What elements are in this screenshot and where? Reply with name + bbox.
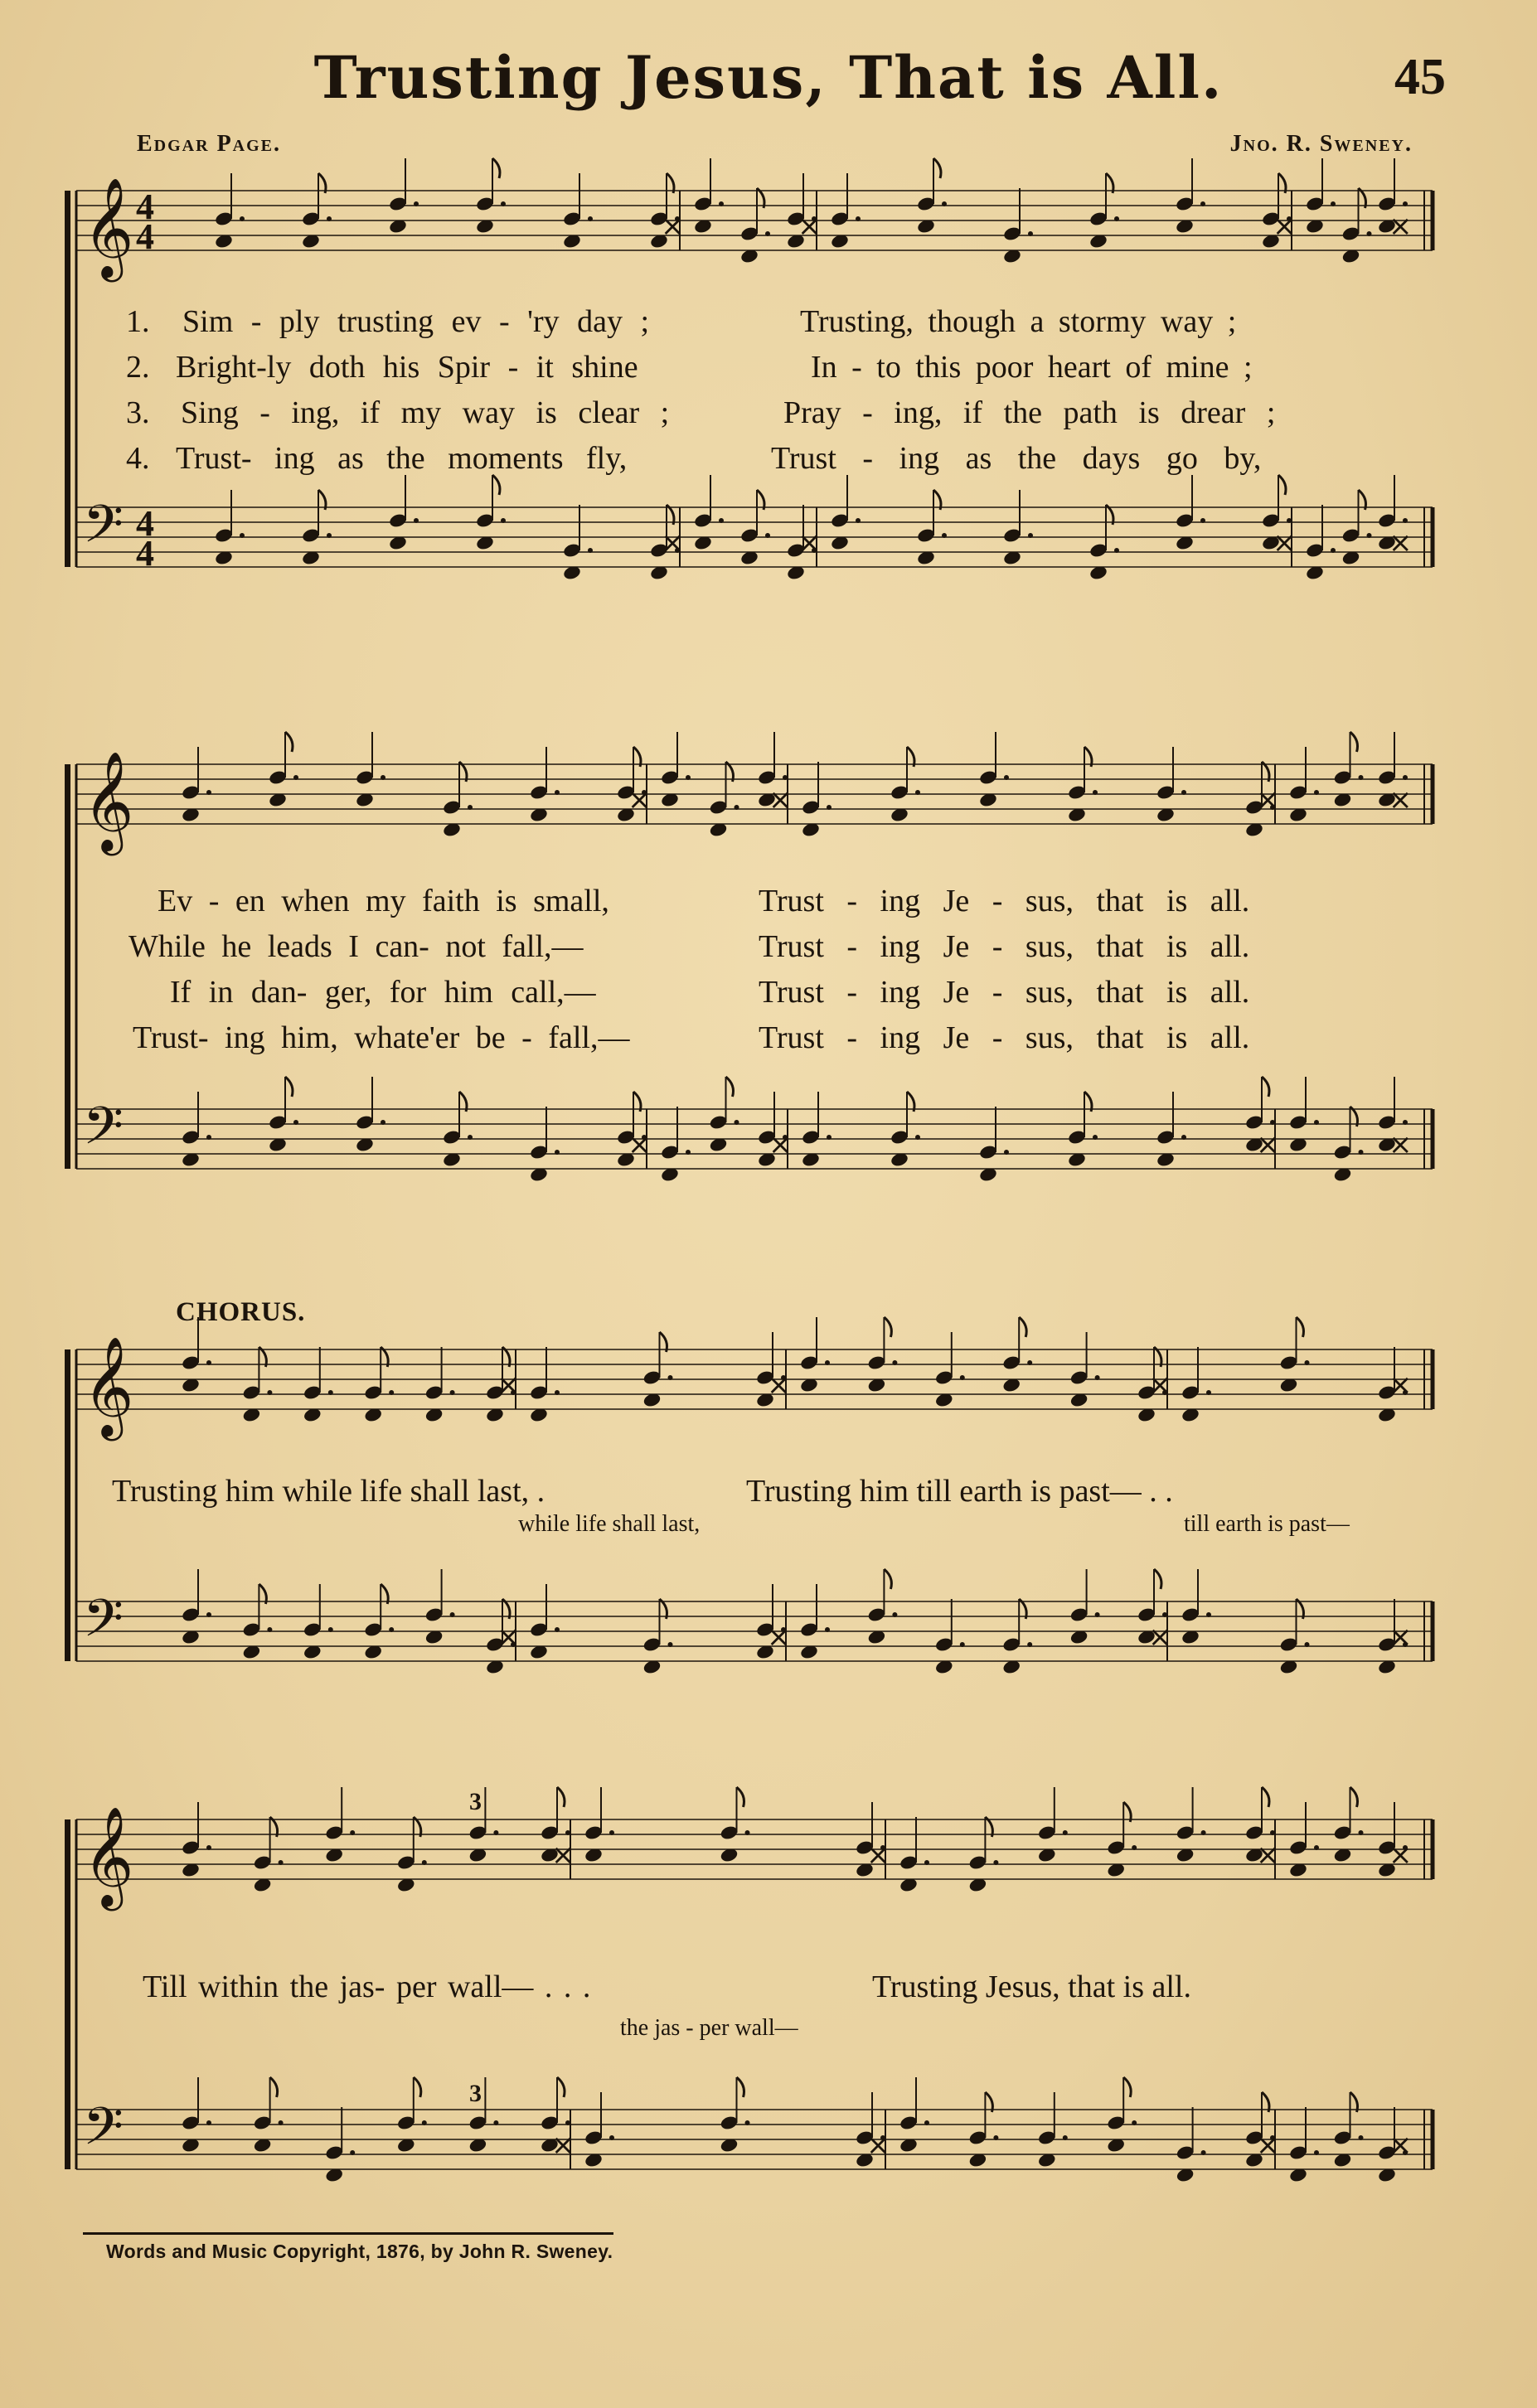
dot bbox=[328, 1627, 333, 1632]
time-signature-icon: 4 bbox=[136, 216, 154, 257]
dot bbox=[892, 1360, 897, 1365]
system-brace bbox=[65, 764, 70, 1169]
rest-icon: × bbox=[497, 1621, 521, 1654]
rest-icon: × bbox=[866, 1839, 890, 1872]
rest-icon: × bbox=[1389, 1369, 1413, 1402]
note-flag bbox=[737, 2077, 744, 2097]
dot bbox=[279, 1860, 284, 1865]
dot bbox=[1201, 1830, 1206, 1835]
dot bbox=[555, 1150, 560, 1155]
note-flag bbox=[414, 2077, 421, 2097]
system-brace bbox=[65, 191, 70, 567]
dot bbox=[328, 1390, 333, 1395]
dot bbox=[783, 775, 788, 780]
verse-line: Trusting, though a stormy way ; bbox=[800, 304, 1237, 339]
dot bbox=[414, 518, 419, 523]
note-flag bbox=[884, 1569, 891, 1589]
dot bbox=[1004, 775, 1009, 780]
verse-line: Sim - ply trusting ev - 'ry day ; bbox=[182, 304, 650, 339]
note-flag bbox=[285, 732, 293, 752]
dot bbox=[1305, 1642, 1310, 1647]
treble-clef-icon: 𝄞 bbox=[83, 1805, 134, 1907]
dot bbox=[1114, 548, 1119, 553]
rest-icon: × bbox=[1389, 2129, 1413, 2162]
dot bbox=[1403, 518, 1408, 523]
dot bbox=[468, 1135, 473, 1140]
rest-icon: × bbox=[661, 526, 685, 560]
note-flag bbox=[492, 475, 500, 495]
treble-clef-icon: 𝄞 bbox=[83, 177, 134, 278]
rest-icon: × bbox=[628, 783, 652, 816]
rest-icon: × bbox=[1148, 1621, 1172, 1654]
dot bbox=[327, 216, 332, 221]
dot bbox=[493, 2120, 498, 2125]
dot bbox=[1063, 2135, 1068, 2140]
note-flag bbox=[1019, 1317, 1026, 1337]
dot bbox=[350, 2150, 355, 2155]
bass-clef-icon: 𝄢 bbox=[83, 1587, 124, 1661]
note-flag bbox=[933, 158, 941, 178]
rest-icon: × bbox=[768, 1128, 793, 1161]
verse-line: Trust - ing Je - sus, that is all. bbox=[759, 884, 1250, 918]
verse-line: Trust- ing as the moments fly, bbox=[176, 441, 628, 476]
rest-icon: × bbox=[1389, 1621, 1413, 1654]
dot bbox=[1093, 1135, 1098, 1140]
hymn-title: Trusting Jesus, That is All. bbox=[313, 43, 1224, 112]
verse-number: 1. bbox=[126, 304, 150, 339]
verse-line: Trust - ing Je - sus, that is all. bbox=[759, 1020, 1250, 1055]
bass-clef-icon: 𝄢 bbox=[83, 1095, 124, 1169]
dot bbox=[1359, 2135, 1364, 2140]
chorus-line: Till within the jas- per wall— . . . bbox=[143, 1970, 591, 2004]
dot bbox=[1200, 518, 1205, 523]
dot bbox=[206, 1845, 211, 1850]
note-flag bbox=[270, 2077, 278, 2097]
dot bbox=[825, 1360, 830, 1365]
rest-icon: × bbox=[1389, 210, 1413, 243]
dot bbox=[993, 1860, 998, 1865]
dot bbox=[1114, 216, 1119, 221]
dot bbox=[993, 2135, 998, 2140]
dot bbox=[1287, 518, 1292, 523]
dot bbox=[588, 216, 593, 221]
dot bbox=[1063, 1830, 1068, 1835]
dot bbox=[327, 533, 332, 538]
rest-icon: × bbox=[661, 210, 685, 243]
dot bbox=[668, 1375, 673, 1380]
dot bbox=[381, 775, 385, 780]
dot bbox=[668, 1642, 673, 1647]
dot bbox=[735, 1120, 739, 1125]
verse-line: Trust - ing Je - sus, that is all. bbox=[759, 929, 1250, 964]
dot bbox=[942, 201, 947, 206]
dot bbox=[856, 216, 861, 221]
dot bbox=[765, 231, 770, 236]
dot bbox=[1027, 1360, 1032, 1365]
dot bbox=[1028, 533, 1033, 538]
rest-icon: × bbox=[628, 1128, 652, 1161]
treble-clef-icon: 𝄞 bbox=[83, 750, 134, 851]
dot bbox=[1181, 1135, 1186, 1140]
dot bbox=[1331, 548, 1336, 553]
dot bbox=[555, 790, 560, 795]
dot bbox=[350, 1830, 355, 1835]
verse-line: Bright-ly doth his Spir - it shine bbox=[176, 350, 638, 385]
dot bbox=[293, 1120, 298, 1125]
rest-icon: × bbox=[1389, 1839, 1413, 1872]
dot bbox=[1028, 231, 1033, 236]
dot bbox=[1314, 2150, 1319, 2155]
dot bbox=[422, 2120, 427, 2125]
rest-icon: × bbox=[1256, 1839, 1280, 1872]
dot bbox=[735, 805, 739, 810]
rest-icon: × bbox=[1389, 1128, 1413, 1161]
dot bbox=[389, 1627, 394, 1632]
dot bbox=[1403, 1120, 1408, 1125]
dot bbox=[1359, 1150, 1364, 1155]
time-signature-icon: 4 bbox=[136, 187, 154, 227]
dot bbox=[856, 518, 861, 523]
system-brace bbox=[65, 1819, 70, 2169]
dot bbox=[293, 775, 298, 780]
triplet-mark: 3 bbox=[469, 1788, 482, 1815]
dot bbox=[206, 1612, 211, 1617]
rest-icon: × bbox=[767, 1621, 791, 1654]
note-flag bbox=[1262, 1787, 1269, 1807]
dot bbox=[745, 1830, 750, 1835]
verse-line: Trust - ing as the days go by, bbox=[771, 441, 1262, 476]
rest-icon: × bbox=[1273, 210, 1297, 243]
dot bbox=[414, 201, 419, 206]
lyricist: Edgar Page. bbox=[137, 131, 282, 157]
page-number: 45 bbox=[1394, 49, 1446, 105]
treble-clef-icon: 𝄞 bbox=[83, 1335, 134, 1437]
composer: Jno. R. Sweney. bbox=[1229, 131, 1413, 157]
dot bbox=[1181, 790, 1186, 795]
verse-line: If in dan- ger, for him call,— bbox=[170, 975, 596, 1010]
rest-icon: × bbox=[1256, 2129, 1280, 2162]
dot bbox=[719, 518, 724, 523]
chorus-echo: the jas - per wall— bbox=[620, 2015, 798, 2041]
dot bbox=[1403, 775, 1408, 780]
dot bbox=[206, 790, 211, 795]
dot bbox=[924, 1860, 929, 1865]
dot bbox=[493, 1830, 498, 1835]
dot bbox=[267, 1627, 272, 1632]
dot bbox=[1359, 1830, 1364, 1835]
dot bbox=[892, 1612, 897, 1617]
dot bbox=[206, 1135, 211, 1140]
dot bbox=[686, 1150, 691, 1155]
dot bbox=[555, 1627, 560, 1632]
note-flag bbox=[726, 1077, 734, 1097]
dot bbox=[1095, 1375, 1100, 1380]
note-flag bbox=[1123, 2077, 1131, 2097]
note-flag bbox=[884, 1317, 891, 1337]
rest-icon: × bbox=[767, 1369, 791, 1402]
chorus-line: Trusting him till earth is past— . . bbox=[746, 1474, 1173, 1509]
dot bbox=[422, 1860, 427, 1865]
dot bbox=[960, 1642, 965, 1647]
dot bbox=[1093, 790, 1098, 795]
dot bbox=[686, 775, 691, 780]
dot bbox=[1403, 201, 1408, 206]
verse-line: Trust- ing him, whate'er be - fall,— bbox=[133, 1020, 630, 1055]
note-flag bbox=[1350, 732, 1358, 752]
dot bbox=[206, 2120, 211, 2125]
rest-icon: × bbox=[1256, 1128, 1280, 1161]
verse-line: While he leads I can- not fall,— bbox=[128, 929, 584, 964]
rest-icon: × bbox=[551, 2129, 575, 2162]
verse-number: 2. bbox=[126, 350, 150, 385]
rest-icon: × bbox=[866, 2129, 890, 2162]
chorus-echo: while life shall last, bbox=[518, 1511, 701, 1537]
dot bbox=[389, 1390, 394, 1395]
note-flag bbox=[492, 158, 500, 178]
dot bbox=[915, 1135, 920, 1140]
rest-icon: × bbox=[551, 1839, 575, 1872]
rest-icon: × bbox=[1389, 783, 1413, 816]
dot bbox=[240, 533, 245, 538]
note-flag bbox=[557, 1787, 565, 1807]
note-flag bbox=[1350, 1787, 1358, 1807]
dot bbox=[1314, 1120, 1319, 1125]
dot bbox=[1359, 775, 1364, 780]
dot bbox=[1027, 1642, 1032, 1647]
dot bbox=[565, 2120, 570, 2125]
rest-icon: × bbox=[798, 526, 822, 560]
dot bbox=[825, 1627, 830, 1632]
dot bbox=[381, 1120, 385, 1125]
note-flag bbox=[1297, 1317, 1304, 1337]
dot bbox=[501, 201, 506, 206]
dot bbox=[719, 201, 724, 206]
rest-icon: × bbox=[798, 210, 822, 243]
dot bbox=[765, 533, 770, 538]
dot bbox=[915, 790, 920, 795]
rest-icon: × bbox=[1256, 783, 1280, 816]
chorus-label: CHORUS. bbox=[176, 1297, 306, 1327]
dot bbox=[827, 805, 832, 810]
dot bbox=[1162, 1612, 1167, 1617]
dot bbox=[609, 1830, 614, 1835]
verse-line: Pray - ing, if the path is drear ; bbox=[783, 395, 1276, 430]
verse-line: Ev - en when my faith is small, bbox=[158, 884, 609, 918]
verse-line: Sing - ing, if my way is clear ; bbox=[181, 395, 670, 430]
bass-clef-icon: 𝄢 bbox=[83, 493, 124, 567]
dot bbox=[1314, 790, 1319, 795]
chorus-echo: till earth is past— bbox=[1184, 1511, 1350, 1537]
bass-clef-icon: 𝄢 bbox=[83, 2095, 124, 2169]
triplet-mark: 3 bbox=[469, 2080, 482, 2107]
dot bbox=[1004, 1150, 1009, 1155]
dot bbox=[501, 518, 506, 523]
dot bbox=[609, 2135, 614, 2140]
dot bbox=[1206, 1612, 1211, 1617]
dot bbox=[1270, 1120, 1275, 1125]
dot bbox=[279, 2120, 284, 2125]
note-flag bbox=[1278, 475, 1286, 495]
rest-icon: × bbox=[497, 1369, 521, 1402]
note-flag bbox=[1262, 1077, 1269, 1097]
system-brace bbox=[65, 1349, 70, 1661]
dot bbox=[240, 216, 245, 221]
dot bbox=[1367, 533, 1372, 538]
rest-icon: × bbox=[1273, 526, 1297, 560]
dot bbox=[1200, 201, 1205, 206]
dot bbox=[924, 2120, 929, 2125]
note-flag bbox=[557, 2077, 565, 2097]
rest-icon: × bbox=[768, 783, 793, 816]
note-flag bbox=[1154, 1569, 1161, 1589]
dot bbox=[588, 548, 593, 553]
note-flag bbox=[285, 1077, 293, 1097]
dot bbox=[450, 1390, 455, 1395]
note-flag bbox=[737, 1787, 744, 1807]
dot bbox=[1201, 2150, 1206, 2155]
dot bbox=[1331, 201, 1336, 206]
dot bbox=[267, 1390, 272, 1395]
dot bbox=[1270, 1830, 1275, 1835]
rest-icon: × bbox=[1389, 526, 1413, 560]
dot bbox=[1305, 1360, 1310, 1365]
chorus-line: Trusting Jesus, that is all. bbox=[872, 1970, 1191, 2004]
copyright-notice: Words and Music Copyright, 1876, by John R. Sweney. bbox=[106, 2241, 613, 2262]
chorus-line: Trusting him while life shall last, . bbox=[112, 1474, 545, 1509]
verse-number: 4. bbox=[126, 441, 150, 476]
dot bbox=[827, 1135, 832, 1140]
dot bbox=[1132, 1845, 1137, 1850]
time-signature-icon: 4 bbox=[136, 533, 154, 574]
verse-number: 3. bbox=[126, 395, 150, 430]
dot bbox=[1132, 2120, 1137, 2125]
dot bbox=[1206, 1390, 1211, 1395]
dot bbox=[960, 1375, 965, 1380]
verse-line: Trust - ing Je - sus, that is all. bbox=[759, 975, 1250, 1010]
dot bbox=[468, 805, 473, 810]
dot bbox=[206, 1360, 211, 1365]
dot bbox=[745, 2120, 750, 2125]
dot bbox=[942, 533, 947, 538]
dot bbox=[1095, 1612, 1100, 1617]
dot bbox=[565, 1830, 570, 1835]
time-signature-icon: 4 bbox=[136, 503, 154, 544]
verse-line: In - to this poor heart of mine ; bbox=[811, 350, 1253, 385]
dot bbox=[555, 1390, 560, 1395]
rest-icon: × bbox=[1148, 1369, 1172, 1402]
dot bbox=[1367, 231, 1372, 236]
dot bbox=[1314, 1845, 1319, 1850]
dot bbox=[450, 1612, 455, 1617]
footer-rule bbox=[83, 2232, 613, 2235]
